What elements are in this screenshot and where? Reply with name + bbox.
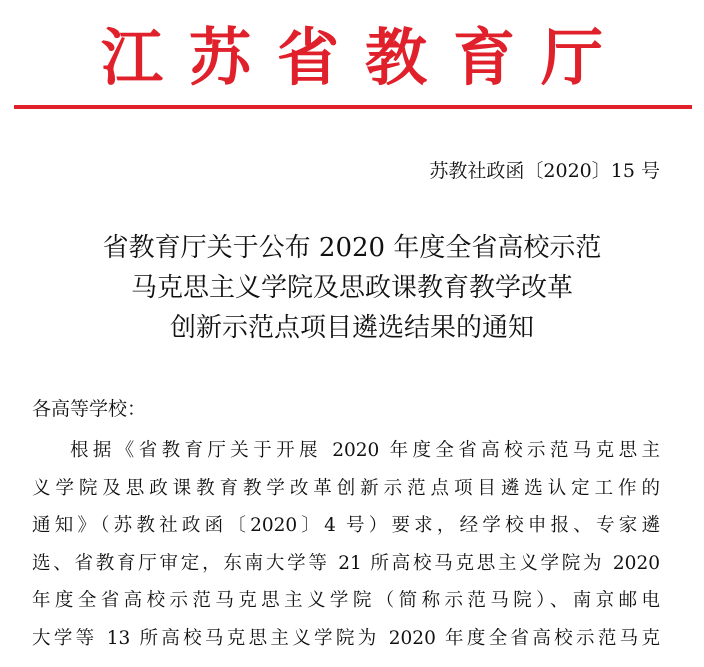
document-title xyxy=(0,228,704,348)
document-title-line: 马克思主义学院及思政课教育教学改革 xyxy=(130,273,573,303)
salutation: 各高等学校： xyxy=(32,398,147,420)
document-title-line: 省教育厅关于公布 2020 年度全省高校示范 xyxy=(102,233,602,263)
body-line: 年度全省高校示范马克思主义学院（简称示范马院）、南京邮电 xyxy=(32,590,660,611)
letterhead-red-rule xyxy=(14,105,692,109)
body-line: 根据《省教育厅关于开展 2020 年度全省高校示范马克思主 xyxy=(70,440,660,461)
body-paragraph xyxy=(32,432,660,657)
body-line: 通知》（苏教社政函〔2020〕4 号）要求，经学校申报、专家遴 xyxy=(32,515,660,536)
body-line: 大学等 13 所高校马克思主义学院为 2020 年度全省高校示范马克 xyxy=(32,627,660,649)
letterhead-org-name: 江苏省教育厅 xyxy=(100,21,629,94)
document-title-line: 创新示范点项目遴选结果的通知 xyxy=(169,313,534,343)
body-line: 义学院及思政课教育教学改革创新示范点项目遴选认定工作的 xyxy=(32,477,660,499)
body-line: 选、省教育厅审定，东南大学等 21 所高校马克思主义学院为 2020 xyxy=(32,552,660,574)
document-number: 苏教社政函〔2020〕15 号 xyxy=(429,160,660,182)
